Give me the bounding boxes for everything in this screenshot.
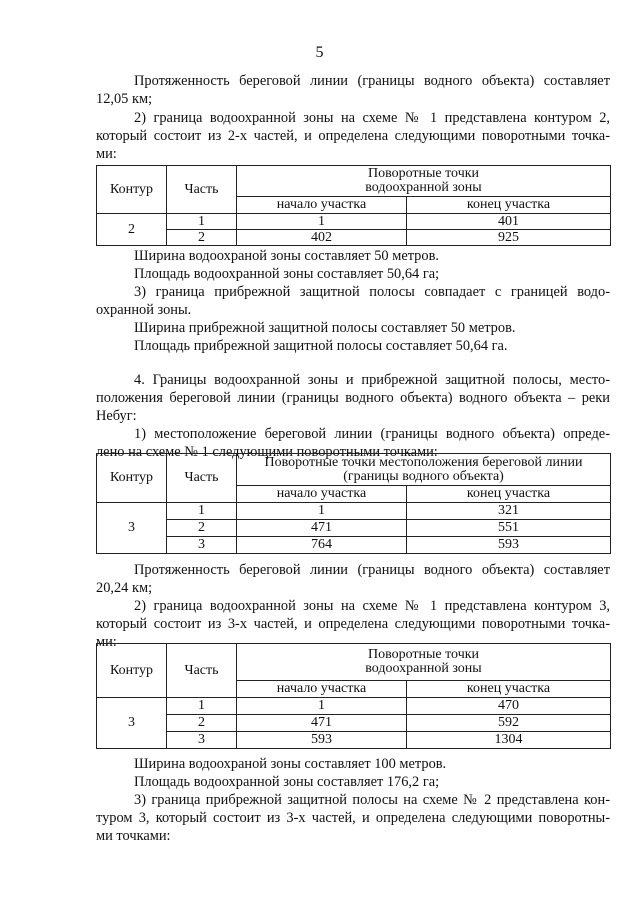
paragraph-shoreline-location-line1: 1) местоположение береговой линии (границы водного объекта) опреде- [134,426,610,442]
paragraph-section-4-line1: 4. Границы водоохранной зоны и прибрежной защитной полосы, место- [134,372,610,388]
paragraph-shoreline-location-line2: лено на схеме № 1 следующими поворотными точками: [96,444,438,460]
cell-start: 1 [237,214,407,230]
header-contour: Контур [97,644,167,698]
paragraph-coastal-strip-1-line1: 3) граница прибрежной защитной полосы совпадает с границей водо- [134,284,610,300]
paragraph-shoreline-length-1: Протяженность береговой линии (границы водного объекта) составляет [134,73,610,89]
paragraph-strip-area-1: Площадь прибрежной защитной полосы составляет 50,64 га. [134,338,508,354]
cell-end: 551 [407,520,611,537]
paragraph-area-2: Площадь водоохранной зоны составляет 176,2 га; [134,774,440,790]
cell-contour: 3 [97,698,167,749]
header-start: начало участка [237,197,407,214]
cell-contour: 3 [97,503,167,554]
paragraph-coastal-strip-1-line2: охранной зоны. [96,302,192,318]
cell-end: 401 [407,214,611,230]
paragraph-section-4-line2: положения береговой линии (границы водного объекта) водного объекта – реки [96,390,610,406]
paragraph-width-2: Ширина водоохраной зоны составляет 100 метров. [134,756,447,772]
paragraph-shoreline-length-2-cont: 20,24 км; [96,580,153,596]
cell-start: 1 [237,503,407,520]
cell-part: 1 [167,214,237,230]
paragraph-strip-width-1: Ширина прибрежной защитной полосы составляет 50 метров. [134,320,516,336]
header-turning-points: Поворотные точки водоохранной зоны [237,166,611,197]
paragraph-water-zone-1-line2: который состоит из 2-х частей, и определена следующими поворотными точка- [96,128,610,144]
cell-part: 2 [167,520,237,537]
header-part: Часть [167,166,237,214]
header-end: конец участка [407,197,611,214]
table-shoreline-contour-3 [96,453,611,554]
header-start: начало участка [237,486,407,503]
header-end: конец участка [407,681,611,698]
cell-end: 925 [407,230,611,246]
paragraph-water-zone-2-line3: ми: [96,634,117,650]
header-part: Часть [167,644,237,698]
cell-part: 2 [167,715,237,732]
paragraph-shoreline-length-1-cont: 12,05 км; [96,91,153,107]
paragraph-coastal-strip-2-line2: туром 3, который состоит из 3-х частей, и определена следующими поворотны- [96,810,610,826]
paragraph-water-zone-1-line3: ми: [96,146,117,162]
cell-start: 471 [237,715,407,732]
header-part: Часть [167,454,237,503]
cell-start: 764 [237,537,407,554]
header-end: конец участка [407,486,611,503]
table-water-zone-contour-2 [96,165,611,246]
header-turning-points: Поворотные точки местоположения береговой линии (границы водного объекта) [237,454,611,486]
cell-end: 593 [407,537,611,554]
paragraph-water-zone-2-line1: 2) граница водоохранной зоны на схеме № 1 представлена контуром 3, [134,598,610,614]
header-contour: Контур [97,454,167,503]
cell-part: 2 [167,230,237,246]
paragraph-width-1: Ширина водоохраной зоны составляет 50 метров. [134,248,439,264]
table-water-zone-contour-3 [96,643,611,749]
cell-start: 402 [237,230,407,246]
page-number: 5 [315,44,324,61]
paragraph-water-zone-2-line2: который состоит из 3-х частей, и определена следующими поворотными точка- [96,616,610,632]
cell-contour: 2 [97,214,167,246]
paragraph-area-1: Площадь водоохранной зоны составляет 50,64 га; [134,266,440,282]
paragraph-section-4-line3: Небуг: [96,408,137,424]
header-start: начало участка [237,681,407,698]
cell-end: 470 [407,698,611,715]
cell-part: 1 [167,698,237,715]
paragraph-water-zone-1-line1: 2) граница водоохранной зоны на схеме № 1 представлена контуром 2, [134,110,610,126]
header-turning-points: Поворотные точки водоохранной зоны [237,644,611,681]
cell-end: 592 [407,715,611,732]
cell-end: 321 [407,503,611,520]
cell-part: 3 [167,537,237,554]
cell-start: 471 [237,520,407,537]
header-contour: Контур [97,166,167,214]
cell-end: 1304 [407,732,611,749]
cell-part: 1 [167,503,237,520]
cell-part: 3 [167,732,237,749]
paragraph-shoreline-length-2: Протяженность береговой линии (границы водного объекта) составляет [134,562,610,578]
cell-start: 1 [237,698,407,715]
paragraph-coastal-strip-2-line3: ми точками: [96,828,171,844]
paragraph-coastal-strip-2-line1: 3) граница прибрежной защитной полосы на схеме № 2 представлена кон- [134,792,610,808]
cell-start: 593 [237,732,407,749]
